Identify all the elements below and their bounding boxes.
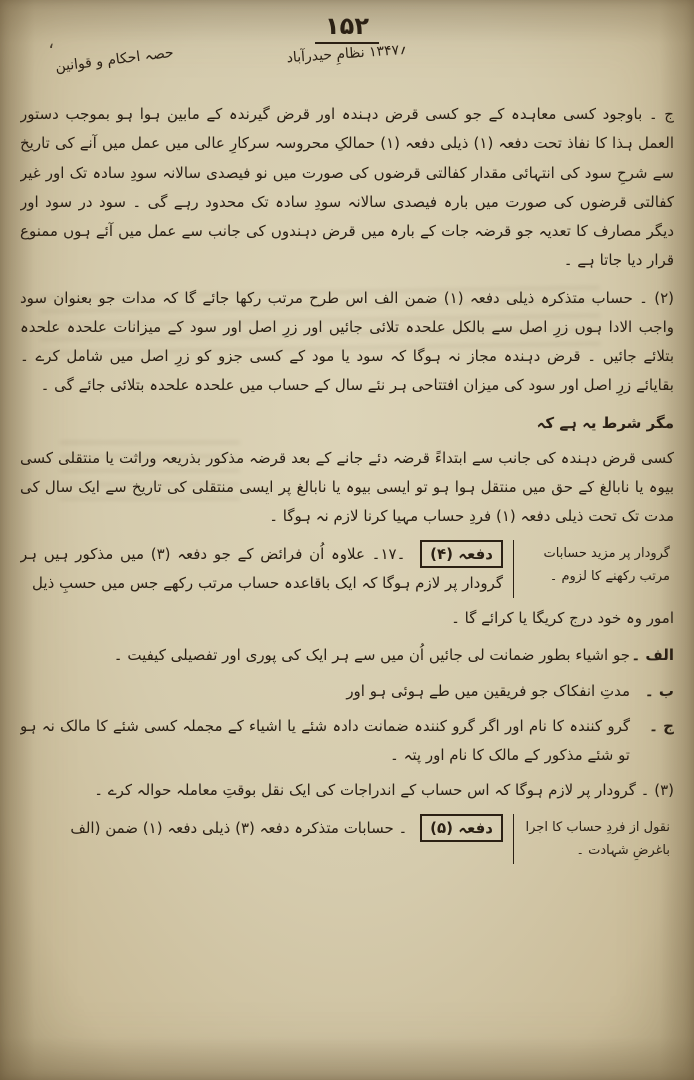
list-item-alif [20, 641, 674, 670]
list-item-label: الف ۔ [631, 646, 674, 665]
clause-4-text-area [20, 540, 513, 599]
clause-5-box-label: دفعہ (۵) [420, 814, 503, 842]
list-item-jim [20, 712, 674, 771]
paragraph-clause-j: ج ۔ باوجود کسی معاہدہ کے جو کسی قرض دہندہ اور قرض گیرندہ کے مابین ہوا ہو بموجب دستور العمل ہذا کا نفاذ تحت دفعہ (۱) ذیلی دفعہ (۱) حمالکِ محروسہ سرکارِ عالی میں عمل میں آنے کی تاریخ سے شرحِ سود کی انتہائی مقدار کفالتی قرضوں کی صورت میں نو فیصدی سالانہ سودِ سادہ تک اور غیر کفالتی قرضوں کی صورت میں بارہ فیصدی سالانہ سودِ سادہ تک محدود رہے گی ۔ سود در سود اور دیگر مصارف کا تعدیہ جو قرضہ جات کے بارہ میں قرض دہندوں کی جانب سے عمل میں آئے ہوں ممنوع قرار دیا جاتا ہے ۔ [20, 105, 674, 270]
header-section-label: حصہ احکام و قوانین [54, 44, 175, 76]
clause-5-margin-note: نقول از فردِ حساب کا اجرا باغرضِ شہادت ۔ [513, 814, 674, 865]
clause-5-text: ۔ حسابات متذکرہ دفعہ (۳) ذیلی دفعہ (۱) ضمن (الف [70, 818, 408, 837]
paragraph-clause-3: (۳) ۔ گرودار پر لازم ہوگا کہ اس حساب کے اندراجات کی ایک نقل بوقتِ معاملہ حوالہ کرے ۔ [94, 781, 674, 800]
handwritten-mark: ، [48, 32, 54, 53]
clause-4-margin-note: گرودار پر مزید حسابات مرتب رکھنے کا لزوم ۔ [513, 540, 674, 599]
list-item-be [20, 677, 674, 706]
list-item-text: مدتِ انفکاک جو فریقین میں طے ہوئی ہو اور [346, 681, 630, 700]
page-number: ۱۵۲ [315, 12, 379, 44]
list-item-text: جو اشیاء بطور ضمانت لی جائیں اُن میں سے ہر ایک کی پوری اور تفصیلی کیفیت ۔ [113, 646, 630, 665]
list-item-text: گرو کنندہ کا نام اور اگر گرو کنندہ ضمانت دادہ شئے یا اشیاء کے مجملہ کسی شئے کا مالک نہ ہو تو شئے مذکور کے مالک کا نام اور پتہ ۔ [20, 716, 630, 764]
list-item-label: ب ۔ [644, 681, 674, 700]
paragraph-clause-2: (۲) ۔ حساب متذکرہ ذیلی دفعہ (۱) ضمن الف اس طرح مرتب رکھا جائے گا کہ مدات جو بعنوان سود واجب الادا ہوں زرِ اصل سے بالکل علحدہ تلائی جائیں اور زرِ اصل اور سود کے میزانات علحدہ علحدہ بتلائے جائیں ۔ قرض دہندہ مجاز نہ ہوگا کہ سود یا مود کے کسی جزو کو زرِ اصل میں شامل کرے ۔ بقایائے زرِ اصل اور سود کی میزان افتتاحی ہر نئے سال کے حساب میں علحدہ علحدہ بتلائی جائے گی ۔ [20, 288, 674, 395]
clause-4-block [20, 540, 674, 599]
clause-4-continuation: امور وہ خود درج کریگا یا کرائے گا ۔ [451, 609, 674, 627]
clause-5-text-area [20, 814, 513, 865]
header-date-line: ؍۱۳۴۷ نظامِ حیدرآباد [286, 41, 408, 67]
clause-4-box-label: دفعہ (۴) [420, 540, 503, 568]
page-body [20, 100, 674, 1066]
paragraph-proviso: کسی قرض دہندہ کی جانب سے ابتداءً قرضہ دئے جانے کے بعد قرضہ مذکور بذریعہ وراثت یا منتقلی کسی بیوہ یا نابالغ کے حق میں منتقل ہوا ہو تو ایسی بیوہ یا نابالغ پر ایسی منتقلی کی تاریخ سے ایک سال کی مدت تک تحت ذیلی دفعہ (۱) فردِ حساب مہیا کرنا لازم نہ ہوگا ۔ [20, 448, 674, 526]
clause-4-text: ۔۱۷۔ علاوہ اُن فرائض کے جو دفعہ (۳) میں مذکور ہیں ہر گرودار پر لازم ہوگا کہ ایک باقاعدہ حساب مرتب رکھے جس میں حسبِ ذیل [20, 544, 503, 592]
list-item-label: ج ۔ [649, 716, 674, 735]
proviso-heading: مگر شرط یہ ہے کہ [536, 413, 674, 432]
clause-5-block [20, 814, 674, 865]
